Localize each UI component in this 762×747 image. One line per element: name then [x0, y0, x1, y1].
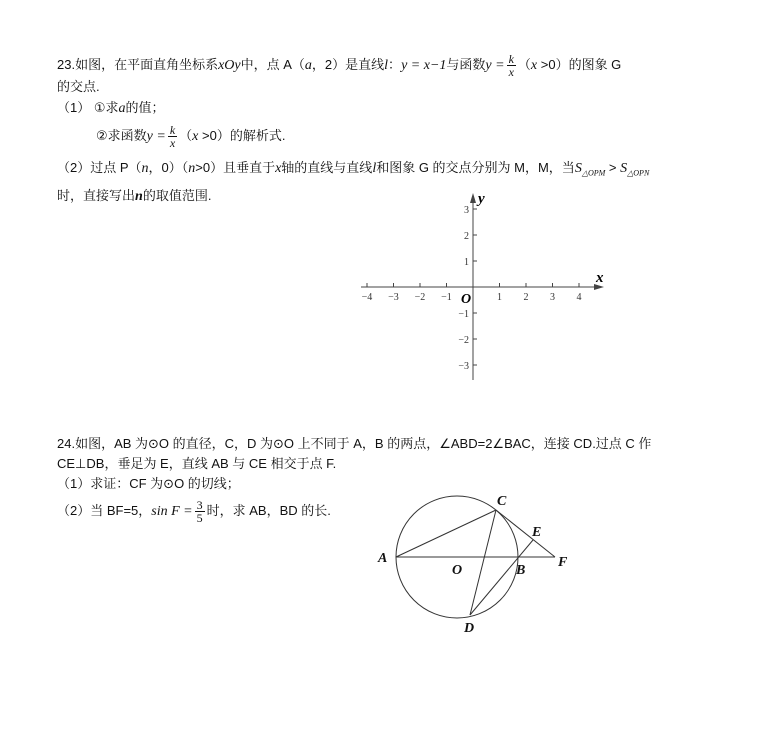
- text: （1） ①求: [57, 100, 119, 115]
- q24-part1: （1）求证：CF 为⊙O 的切线；: [57, 476, 240, 491]
- label-c: C: [497, 494, 507, 509]
- subscript: △OPM: [581, 168, 606, 178]
- text: >: [605, 160, 621, 175]
- denominator: x: [169, 136, 176, 150]
- math: x: [530, 57, 538, 73]
- math: a: [304, 57, 312, 73]
- math: n: [135, 189, 143, 204]
- x-tick-label: 2: [523, 292, 529, 303]
- math: l: [372, 161, 377, 176]
- label-e: E: [532, 525, 542, 540]
- text: （2）过点 P（: [57, 160, 142, 175]
- math: sin F =: [151, 503, 193, 519]
- text: （: [179, 127, 193, 143]
- x-tick-label: −2: [414, 292, 426, 303]
- y-tick-label: −2: [458, 335, 469, 346]
- text: >0）的图象 G: [537, 56, 622, 72]
- numerator: k: [508, 52, 514, 66]
- y-tick-label: −1: [458, 309, 469, 320]
- text: >0）且垂直于: [195, 160, 276, 175]
- x-tick-label: −3: [388, 292, 399, 303]
- text: 时，求 AB，BD 的长.: [206, 502, 331, 518]
- y-tick-label: 1: [464, 257, 469, 268]
- text: 的取值范围.: [142, 188, 212, 203]
- numerator: 3: [196, 498, 203, 512]
- label-a: A: [378, 551, 388, 566]
- numerator: k: [169, 123, 176, 137]
- math: y = x−1: [401, 57, 447, 73]
- text: ，0）（: [148, 160, 189, 175]
- q23-line2: 的交点.: [57, 79, 100, 94]
- text: 和图象 G 的交点分别为 M，M，当: [376, 160, 575, 175]
- math: x: [192, 128, 199, 144]
- text: 的值；: [125, 100, 165, 115]
- x-tick-label: 4: [576, 292, 582, 303]
- text: （2）当 BF=5，: [57, 502, 152, 518]
- math: x: [275, 161, 282, 176]
- q24-line1: 24.如图，AB 为⊙O 的直径，C，D 为⊙O 上不同于 A，B 的两点，∠ABD=2∠BAC，连接 CD.过点 C 作: [57, 436, 652, 451]
- x-tick-label: −1: [441, 292, 452, 303]
- math: S: [620, 161, 628, 176]
- text: 时，直接写出: [57, 188, 136, 203]
- label-d: D: [464, 621, 475, 636]
- text: 23.如图，在平面直角坐标系: [57, 56, 219, 72]
- text: >0）的解析式.: [198, 127, 286, 143]
- label-o: O: [452, 563, 463, 578]
- y-tick-label: 2: [464, 231, 469, 242]
- text: ，2）是直线: [311, 56, 385, 72]
- origin-label: O: [461, 292, 472, 307]
- text: ②求函数: [96, 127, 147, 143]
- x-tick-label: −4: [361, 292, 373, 303]
- x-tick-label: 3: [550, 292, 555, 303]
- math: l: [384, 57, 389, 73]
- x-axis-label: x: [596, 270, 604, 286]
- x-tick-label: 1: [497, 292, 502, 303]
- text: 中，点 A（: [240, 56, 305, 72]
- label-b: B: [516, 563, 526, 578]
- subscript: △OPN: [627, 168, 650, 178]
- line-cf: [496, 510, 555, 557]
- math: y =: [146, 128, 166, 144]
- denominator: 5: [196, 511, 203, 525]
- math: n: [141, 161, 149, 176]
- text: 轴的直线与直线: [281, 160, 373, 175]
- math: a: [118, 101, 126, 116]
- text: （: [517, 56, 531, 72]
- math: xOy: [218, 57, 241, 73]
- math: y =: [485, 57, 505, 73]
- q24-line2: CE⊥DB，垂足为 E，直线 AB 与 CE 相交于点 F.: [57, 456, 337, 471]
- y-axis-label: y: [478, 191, 485, 207]
- math: S: [574, 161, 582, 176]
- text: ：: [388, 56, 402, 72]
- denominator: x: [508, 65, 514, 79]
- math: n: [188, 161, 196, 176]
- label-f: F: [558, 555, 568, 570]
- text: 与函数: [446, 56, 486, 72]
- y-tick-label: 3: [464, 205, 469, 216]
- y-tick-label: −3: [458, 361, 469, 372]
